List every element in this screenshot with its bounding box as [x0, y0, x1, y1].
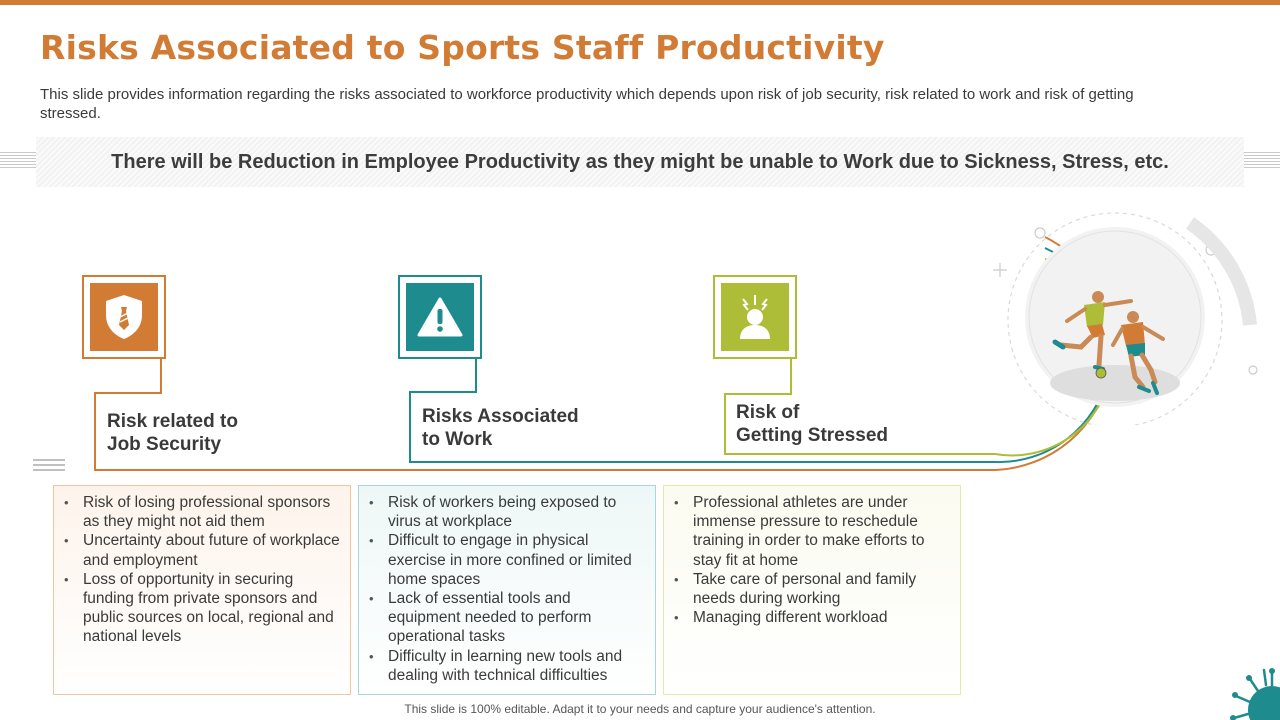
- warning-icon: [417, 296, 463, 338]
- risk-label-stress: Risk of Getting Stressed: [736, 402, 889, 446]
- banner-decor-right: [1244, 152, 1280, 168]
- banner-decor-left: [0, 152, 36, 168]
- soccer-players-illustration: [985, 205, 1260, 425]
- risk-details-stress: [663, 485, 961, 695]
- risk-details-job-security: [53, 485, 351, 695]
- shield-tie-icon: [102, 293, 146, 341]
- risk-label-job-security: Risk related to Job Security: [107, 411, 238, 455]
- list-item: • Loss of opportunity in securing funding from private sponsors and public sources on local, regional and national levels: [62, 570, 340, 647]
- list-item: • Uncertainty about future of workplace and employment: [62, 531, 340, 569]
- icon-card-job-security: [82, 275, 166, 359]
- list-item: • Difficulty in learning new tools and dealing with technical difficulties: [367, 647, 645, 685]
- connector-job-security: [95, 237, 1113, 470]
- icon-card-stress: [713, 275, 797, 359]
- list-item: • Professional athletes are under immense pressure to reschedule training in order to make efforts to stay fit at home: [672, 493, 950, 570]
- icon-card-work: [398, 275, 482, 359]
- stressed-person-icon: [732, 293, 778, 341]
- list-item: • Take care of personal and family needs during working: [672, 570, 950, 608]
- footer-note: This slide is 100% editable. Adapt it to your needs and capture your audience's attention.: [404, 702, 876, 716]
- page-description: This slide provides information regarding the risks associated to workforce productivity which depends upon risk of job security, risk related to work and risk of getting stressed.: [40, 86, 1134, 122]
- key-message-banner: [36, 137, 1244, 187]
- page-title: Risks Associated to Sports Staff Productivity: [40, 28, 885, 67]
- list-item: • Risk of losing professional sponsors as they might not aid them: [62, 493, 340, 531]
- risk-label-work: Risks Associated to Work: [422, 406, 579, 450]
- list-item: • Managing different workload: [672, 608, 950, 627]
- risk-details-work: [358, 485, 656, 695]
- banner-text: There will be Reduction in Employee Productivity as they might be unable to Work due to Sickness, Stress, etc.: [111, 150, 1169, 173]
- list-item: • Risk of workers being exposed to virus at workplace: [367, 493, 645, 531]
- list-item: • Lack of essential tools and equipment needed to perform operational tasks: [367, 589, 645, 647]
- top-accent-bar: [0, 0, 1280, 5]
- list-item: • Difficult to engage in physical exercise in more confined or limited home spaces: [367, 531, 645, 589]
